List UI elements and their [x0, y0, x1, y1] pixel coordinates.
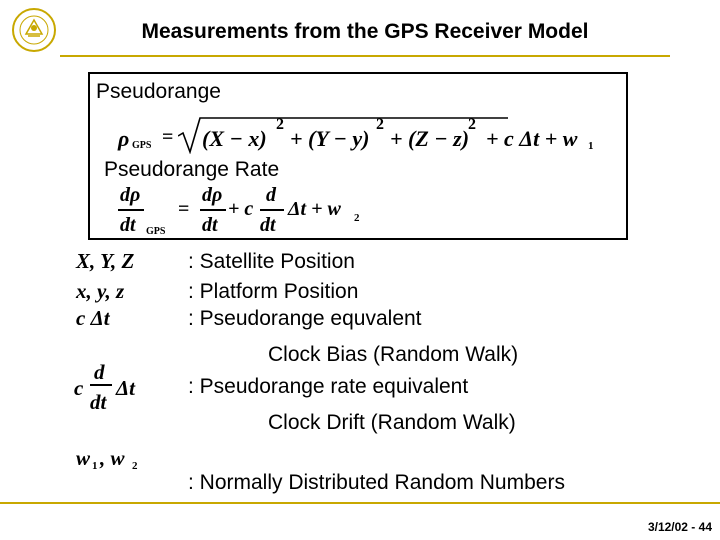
symbol-platform-position: x, y, z: [76, 279, 125, 303]
frac1-denominator: dt: [120, 214, 136, 236]
frac3-bar: [260, 209, 284, 211]
frac2-denominator: dt: [202, 214, 218, 236]
title-underline: [60, 55, 670, 57]
noise-w1-subscript: 1: [92, 460, 98, 472]
w2-subscript: 2: [354, 212, 360, 224]
drift-delta-t: Δt: [116, 376, 136, 400]
drift-noise-term: Δt + w: [288, 198, 341, 220]
symbol-clock-bias: c Δt: [76, 306, 110, 330]
symbol-satellite-position: X, Y, Z: [76, 249, 135, 273]
date-page-number: 3/12/02 - 44: [647, 520, 712, 534]
noise-w1: w: [76, 446, 91, 470]
desc-platform-position: : Platform Position: [188, 280, 359, 303]
desc-clock-bias: Clock Bias (Random Walk): [268, 343, 519, 366]
frac1-bar: [118, 209, 144, 211]
frac1-subscript: GPS: [146, 226, 166, 237]
frac3-denominator: dt: [260, 214, 276, 236]
clock-bias-noise-term: + c Δt + w: [486, 126, 578, 151]
symbol-clock-drift: [74, 360, 154, 416]
drift-numerator: d: [94, 360, 105, 384]
equals-sign: =: [162, 126, 174, 148]
desc-satellite-position: : Satellite Position: [188, 250, 355, 273]
pseudorange-rate-label: Pseudorange Rate: [104, 158, 280, 181]
frac2-numerator: dρ: [202, 184, 223, 206]
desc-pseudorange-rate-equivalent: : Pseudorange rate equivalent: [188, 375, 469, 398]
desc-pseudorange-equivalent: : Pseudorange equvalent: [188, 307, 422, 330]
slide-title: Measurements from the GPS Receiver Model: [141, 20, 589, 43]
desc-random-numbers: : Normally Distributed Random Numbers: [188, 471, 565, 494]
pseudorange-rate-equation: [118, 184, 418, 240]
w1-subscript: 1: [588, 140, 594, 152]
exponent-2: 2: [376, 116, 384, 133]
exponent-3: 2: [468, 116, 476, 133]
rho-subscript: GPS: [132, 140, 152, 151]
noise-w2-subscript: 2: [132, 460, 138, 472]
x-difference-term: (X − x): [202, 126, 267, 151]
equals-sign-2: =: [178, 198, 190, 220]
frac2-bar: [200, 209, 226, 211]
footer-rule: [0, 502, 720, 504]
plus-c: + c: [228, 198, 254, 220]
drift-c: c: [74, 376, 84, 400]
z-difference-term: + (Z − z): [390, 126, 470, 151]
pseudorange-label: Pseudorange: [96, 80, 221, 103]
pseudorange-equation: [118, 116, 618, 156]
drift-denominator: dt: [90, 390, 107, 414]
desc-clock-drift: Clock Drift (Random Walk): [268, 411, 516, 434]
y-difference-term: + (Y − y): [290, 126, 370, 151]
rho-symbol: ρ: [118, 126, 130, 151]
drift-fraction-bar: [90, 384, 112, 386]
exponent-1: 2: [276, 116, 284, 133]
frac3-numerator: d: [266, 184, 276, 206]
symbol-noise: [76, 446, 156, 474]
frac1-numerator: dρ: [120, 184, 141, 206]
noise-w2: , w: [100, 446, 125, 470]
